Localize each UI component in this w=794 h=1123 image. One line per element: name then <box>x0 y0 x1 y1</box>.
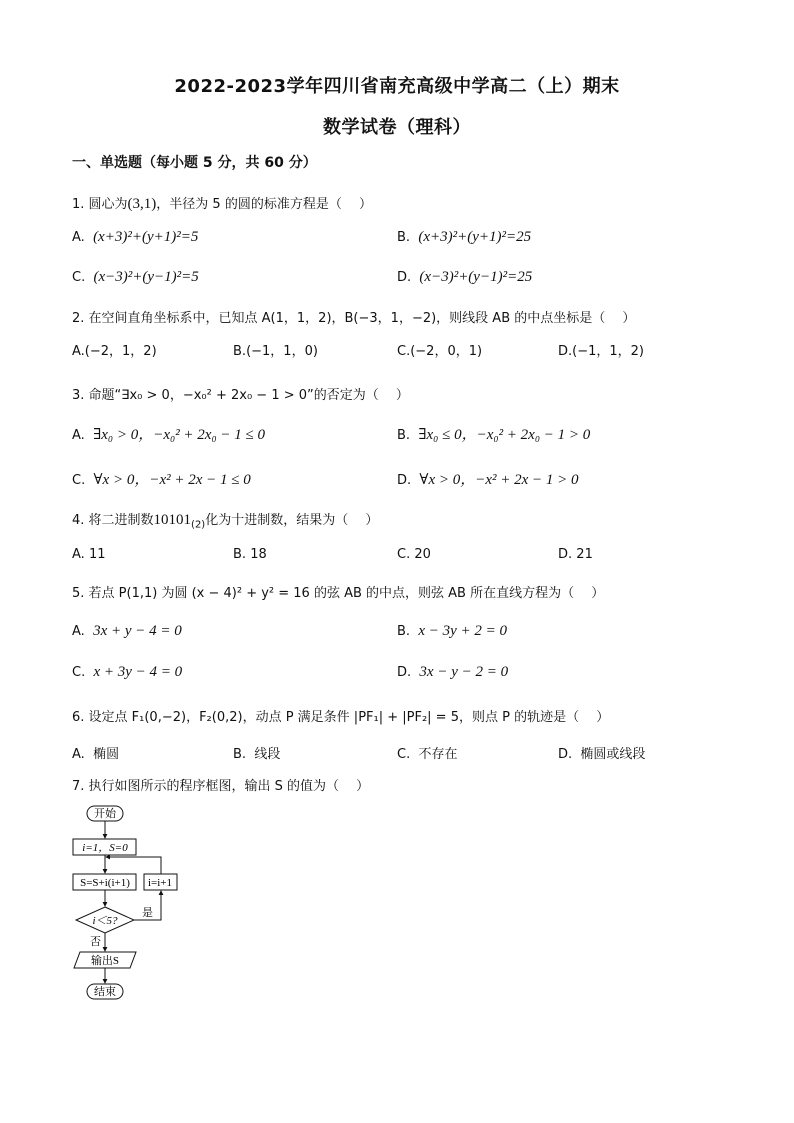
flowchart-output-label: 输出S <box>90 955 120 967</box>
question-3: 3. 命题“∃x₀ > 0，−x₀² + 2x₀ − 1 > 0”的否定为（ ） <box>72 388 409 403</box>
program-flowchart <box>66 800 196 1010</box>
q5-option-b: B. x − 3y + 2 = 0 <box>397 623 508 639</box>
q4-option-c: C. 20 <box>397 547 431 562</box>
q3-option-d: D. ∀x > 0，−x² + 2x − 1 > 0 <box>397 472 579 488</box>
q6-option-c: C. 不存在 <box>397 747 458 762</box>
flowchart-decision-label: i＜5? <box>92 915 118 927</box>
flowchart-increment-label: i=i+1 <box>147 877 173 889</box>
q6-option-a: A. 椭圆 <box>72 747 120 762</box>
question-4: 4. 将二进制数$10101_{(2)}$化为十进制数，结果为（ ） <box>72 512 379 531</box>
q5-option-d: D. 3x − y − 2 = 0 <box>397 664 509 680</box>
flowchart-start-label: 开始 <box>94 808 116 820</box>
q2-option-c: C.(−2，0，1) <box>397 344 483 359</box>
question-7: 7. 执行如图所示的程序框图，输出 S 的值为（ ） <box>72 779 370 794</box>
flowchart-process-label: S=S+i(i+1) <box>80 877 130 889</box>
q2-option-a: A.(−2，1，2) <box>72 344 157 359</box>
q5-option-a: A. 3x + y − 4 = 0 <box>72 623 182 639</box>
q6-option-b: B. 线段 <box>233 747 281 762</box>
q4-option-b: B. 18 <box>233 547 267 562</box>
q3-option-b: B. ∃x₀ ≤ 0，−x₀² + 2x₀ − 1 > 0 <box>397 427 591 443</box>
q3-option-a: A. ∃x₀ > 0，−x₀² + 2x₀ − 1 ≤ 0 <box>72 427 266 443</box>
q1-option-b: B. (x+3)²+(y+1)²=25 <box>397 229 532 245</box>
section-heading: 一、单选题（每小题 5 分，共 60 分） <box>72 155 317 171</box>
flowchart-yes-label: 是 <box>142 907 153 919</box>
q1-option-a: A. (x+3)²+(y+1)²=5 <box>72 229 199 245</box>
exam-title-line1: 2022-2023学年四川省南充高级中学高二（上）期末 <box>174 76 620 97</box>
q6-option-d: D. 椭圆或线段 <box>558 747 646 762</box>
question-2: 2. 在空间直角坐标系中，已知点 A(1，1，2)，B(−3，1，−2)，则线段 AB 的中点坐标是（ ） <box>72 311 636 326</box>
question-6: 6. 设定点 F₁(0,−2)，F₂(0,2)，动点 P 满足条件 |PF₁| + |PF₂| = 5，则点 P 的轨迹是（ ） <box>72 710 610 725</box>
flowchart-no-label: 否 <box>90 936 101 948</box>
q4-option-a: A. 11 <box>72 547 106 562</box>
q4-option-d: D. 21 <box>558 547 593 562</box>
question-5: 5. 若点 P(1,1) 为圆 (x − 4)² + y² = 16 的弦 AB 的中点，则弦 AB 所在直线方程为（ ） <box>72 586 605 601</box>
question-1: 1. 圆心为(3,1)，半径为 5 的圆的标准方程是（ ） <box>72 196 372 212</box>
q2-option-b: B.(−1，1，0) <box>233 344 318 359</box>
q1-option-d: D. (x−3)²+(y−1)²=25 <box>397 269 533 285</box>
q5-option-c: C. x + 3y − 4 = 0 <box>72 664 183 680</box>
flowchart-init-label: i=1，S=0 <box>82 842 128 854</box>
q1-option-c: C. (x−3)²+(y−1)²=5 <box>72 269 199 285</box>
flowchart-end-label: 结束 <box>94 986 116 998</box>
exam-title-line2: 数学试卷（理科） <box>323 117 471 138</box>
q2-option-d: D.(−1，1，2) <box>558 344 645 359</box>
q3-option-c: C. ∀x > 0，−x² + 2x − 1 ≤ 0 <box>72 472 251 488</box>
